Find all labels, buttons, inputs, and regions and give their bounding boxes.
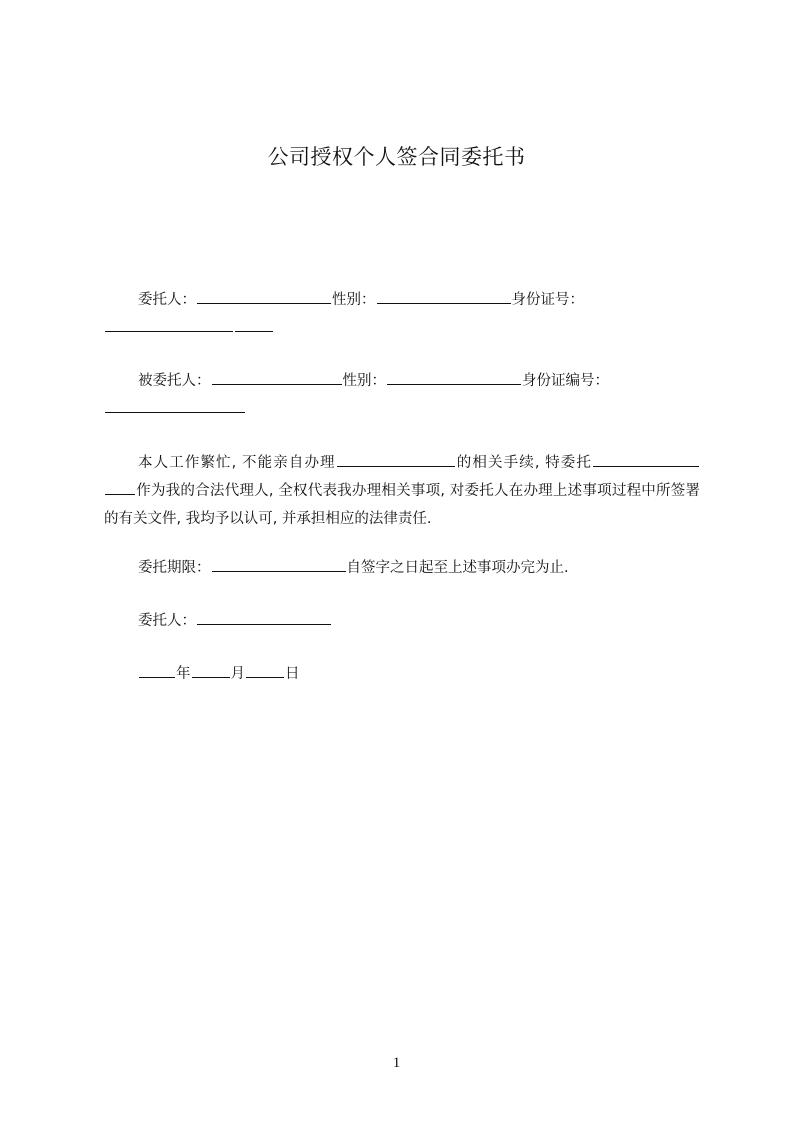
period-blank <box>212 554 346 572</box>
document-title: 公司授权个人签合同委托书 <box>267 145 526 169</box>
day-label: 日 <box>285 666 300 682</box>
body-text-part1: 本人工作繁忙, 不能亲自办理 <box>138 455 336 471</box>
period-label: 委托期限： <box>138 560 211 576</box>
period-suffix: 自签字之日起至上述事项办完为止. <box>346 560 569 576</box>
principal-id-blank <box>105 314 233 332</box>
authorization-body-paragraph <box>104 449 700 533</box>
month-blank <box>192 660 230 678</box>
year-label: 年 <box>176 666 191 682</box>
body-text-part3: 作为我的合法代理人, 全权代表我办理相关事项, 对委托人在办理上述事项过程中所签署的有关文件, 我均予以认可, 并承担相应的法律责任. <box>104 483 700 527</box>
principal-info-paragraph <box>104 286 700 342</box>
year-blank <box>139 660 175 678</box>
day-blank <box>246 660 284 678</box>
gender-label: 性别： <box>332 292 376 308</box>
signature-blank <box>197 607 331 625</box>
agent-appoint-blank-continued <box>105 477 135 495</box>
principal-gender-blank <box>377 286 511 304</box>
body-text-part2: 的相关手续, 特委托 <box>455 455 593 471</box>
agent-id-blank <box>105 395 245 413</box>
principal-label: 委托人： <box>138 292 196 308</box>
id-number-label: 身份证号： <box>511 292 584 308</box>
principal-name-blank <box>197 286 331 304</box>
signature-paragraph <box>104 607 700 635</box>
agent-appoint-blank <box>593 449 699 467</box>
agent-id-label: 身份证编号： <box>522 373 609 389</box>
principal-id-blank-continued <box>235 314 273 332</box>
agent-gender-label: 性别： <box>342 373 386 389</box>
signature-label: 委托人： <box>138 613 196 629</box>
agent-gender-blank <box>387 367 521 385</box>
matter-blank <box>337 449 455 467</box>
page-number: 1 <box>392 1055 401 1071</box>
agent-name-blank <box>212 367 342 385</box>
agent-info-paragraph <box>104 367 700 423</box>
agent-label: 被委托人： <box>138 373 211 389</box>
date-paragraph <box>104 660 700 688</box>
month-label: 月 <box>230 666 245 682</box>
authorization-period-paragraph <box>104 554 700 582</box>
